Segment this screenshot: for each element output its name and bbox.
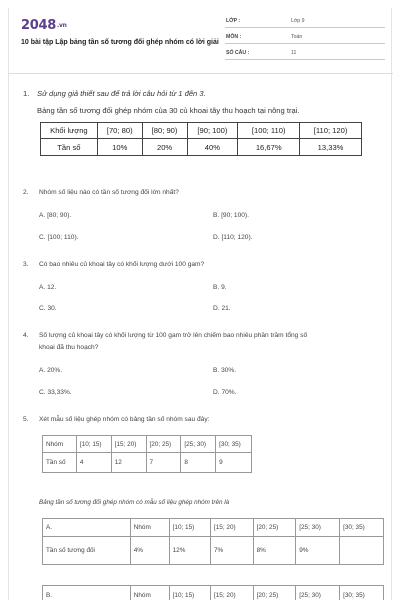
option-text: 20%. — [47, 367, 63, 374]
option-text: 9. — [221, 284, 227, 291]
question-number: 5. — [23, 416, 29, 423]
option-text: 12. — [47, 284, 57, 291]
frequency-table-q5 — [42, 435, 252, 473]
option-letter: A. — [43, 519, 131, 537]
answer-option-b[interactable] — [213, 212, 249, 219]
worksheet-header — [9, 8, 393, 74]
meta-value: 11 — [291, 50, 297, 56]
option-text: 30%. — [221, 367, 237, 374]
answer-option-a-table[interactable] — [42, 518, 384, 565]
option-letter: D. — [213, 234, 220, 241]
table-cell: 9 — [216, 453, 252, 473]
answer-option-a[interactable] — [39, 284, 56, 291]
option-letter: C. — [39, 389, 46, 396]
answer-prompt: Bảng tần số tương đối ghép nhóm có mẫu số liệu ghép nhóm trên là — [39, 499, 230, 506]
table-cell: 40% — [187, 139, 238, 156]
question-text: Nhóm số liệu nào có tần số tương đối lớn nhất? — [39, 189, 179, 196]
frequency-table-q1 — [40, 122, 362, 156]
table-cell: Nhóm — [130, 519, 169, 537]
table-cell: 8 — [181, 453, 216, 473]
table-row — [43, 586, 384, 600]
option-text: 30. — [47, 305, 57, 312]
table-cell: [25; 30) — [296, 519, 340, 537]
table-cell: [100; 110) — [238, 123, 300, 139]
meta-label: MÔN : — [226, 34, 242, 40]
question-number: 3. — [23, 261, 29, 268]
table-cell: [15; 20) — [210, 586, 253, 600]
table-cell: Nhóm — [130, 586, 169, 600]
question-number: 2. — [23, 189, 29, 196]
document-title: 10 bài tập Lập bảng tần số tương đối ghép nhóm có lời giải — [21, 39, 219, 46]
table-row — [41, 139, 362, 156]
option-letter: C. — [39, 234, 46, 241]
meta-value: Toán — [291, 34, 303, 40]
table-cell — [340, 537, 384, 565]
table-row — [43, 453, 252, 473]
logo-suffix: .vn — [56, 22, 67, 29]
meta-label: LỚP : — [226, 18, 241, 24]
table-cell: [30; 35) — [340, 586, 384, 600]
table-cell: 4% — [130, 537, 169, 565]
option-text: [80; 90). — [47, 212, 72, 219]
table-cell: 12% — [169, 537, 210, 565]
table-cell: Tần số tương đối — [43, 537, 131, 565]
question-number: 4. — [23, 332, 29, 339]
table-row — [43, 436, 252, 453]
table-cell: [25; 30) — [181, 436, 216, 453]
table-row — [43, 537, 384, 565]
question-text: Xét mẫu số liệu ghép nhóm có bảng tần số nhóm sau đây: — [39, 416, 210, 423]
question-instruction: Sử dụng giả thiết sau để trả lời câu hỏi từ 1 đến 3. — [37, 89, 206, 98]
answer-option-b-table[interactable] — [42, 585, 384, 600]
answer-option-c[interactable] — [39, 305, 57, 312]
option-letter: A. — [39, 212, 46, 219]
option-text: [110; 120). — [221, 234, 253, 241]
table-cell: [70; 80) — [97, 123, 142, 139]
answer-option-b[interactable] — [213, 367, 236, 374]
table-cell: 9% — [296, 537, 340, 565]
logo-text: 2048 — [21, 18, 56, 33]
table-cell: [30; 35) — [340, 519, 384, 537]
answer-option-d[interactable] — [213, 389, 236, 396]
table-cell: Nhóm — [43, 436, 77, 453]
option-text: 21. — [221, 305, 231, 312]
table-row — [43, 519, 384, 537]
meta-count-row — [225, 48, 385, 60]
table-cell: [25; 30) — [296, 586, 340, 600]
meta-value: Lớp 9 — [291, 18, 305, 24]
option-text: 70%. — [221, 389, 237, 396]
table-cell: 10% — [97, 139, 142, 156]
table-cell: [20; 25) — [146, 436, 181, 453]
answer-option-b[interactable] — [213, 284, 227, 291]
option-letter: B. — [213, 284, 220, 291]
table-cell: 12 — [111, 453, 146, 473]
worksheet-page — [8, 8, 392, 600]
table-cell: Tần số — [41, 139, 98, 156]
option-letter: D. — [213, 305, 220, 312]
table-cell: [15; 20) — [111, 436, 146, 453]
table-cell: 7 — [146, 453, 181, 473]
question-text-line1: Số lượng củ khoai tây có khối lượng từ 100 gam trở lên chiếm bao nhiêu phần trăm tổng số — [39, 332, 308, 339]
option-letter: B. — [43, 586, 131, 600]
option-letter: C. — [39, 305, 46, 312]
table-cell: [20; 25) — [253, 586, 296, 600]
option-letter: A. — [39, 284, 46, 291]
question-text: Có bao nhiêu củ khoai tây có khối lượng dưới 100 gam? — [39, 261, 205, 268]
meta-subject-row — [225, 32, 385, 44]
table-cell: [15; 20) — [210, 519, 253, 537]
table-cell: 16,67% — [238, 139, 300, 156]
option-letter: D. — [213, 389, 220, 396]
option-letter: A. — [39, 367, 46, 374]
table-cell: [90; 100) — [187, 123, 238, 139]
option-text: [90; 100). — [221, 212, 249, 219]
meta-label: SỐ CÂU : — [226, 50, 250, 56]
table-cell: [10; 15) — [169, 586, 210, 600]
answer-option-c[interactable] — [39, 234, 78, 241]
answer-option-a[interactable] — [39, 212, 71, 219]
option-letter: B. — [213, 367, 220, 374]
site-logo[interactable] — [21, 18, 67, 33]
option-text: 33,33%. — [47, 389, 72, 396]
option-text: [100; 110). — [47, 234, 79, 241]
option-letter: B. — [213, 212, 220, 219]
table-cell: Tần số — [43, 453, 77, 473]
answer-option-d[interactable] — [213, 234, 252, 241]
answer-option-d[interactable] — [213, 305, 231, 312]
table-cell: 7% — [210, 537, 253, 565]
table-cell: [80; 90) — [142, 123, 187, 139]
table-cell: [10; 15) — [76, 436, 111, 453]
table-row — [41, 123, 362, 139]
table-cell: [110; 120) — [300, 123, 362, 139]
question-intro: Bảng tần số tương đối ghép nhóm của 30 củ khoai tây thu hoạch tại nông trại. — [37, 106, 300, 115]
table-cell: 8% — [253, 537, 296, 565]
answer-option-a[interactable] — [39, 367, 62, 374]
table-cell: 4 — [76, 453, 111, 473]
table-cell: [30; 35) — [216, 436, 252, 453]
table-cell: 20% — [142, 139, 187, 156]
table-cell: [20; 25) — [253, 519, 296, 537]
meta-class-row — [225, 16, 385, 28]
table-cell: 13,33% — [300, 139, 362, 156]
table-cell: Khối lượng — [41, 123, 98, 139]
question-number: 1. — [23, 89, 30, 98]
answer-option-c[interactable] — [39, 389, 72, 396]
question-text-line2: khoai đã thu hoạch? — [39, 344, 99, 351]
table-cell: [10; 15) — [169, 519, 210, 537]
